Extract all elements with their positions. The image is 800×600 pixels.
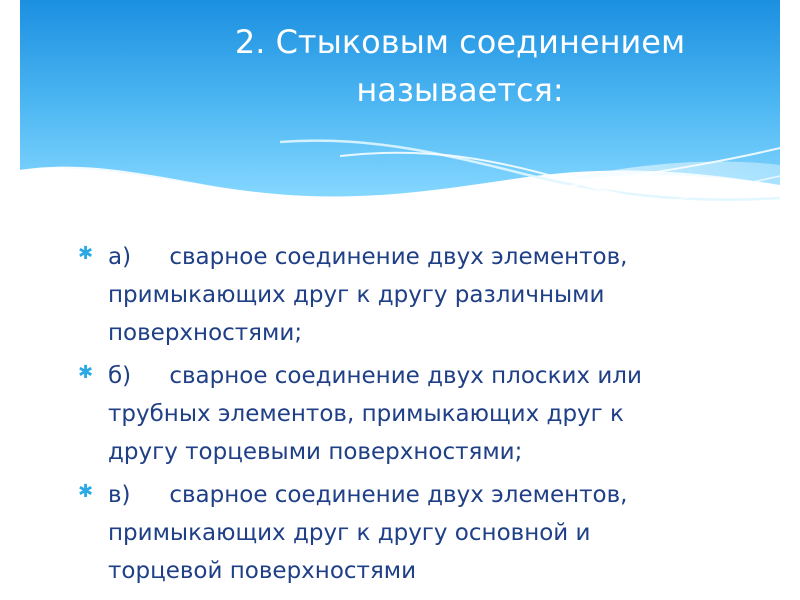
answer-option-a-text-2: примыкающих друг к другу различными — [108, 282, 605, 308]
answer-option-b-line-1 — [108, 363, 642, 389]
answer-option-c-text-1: сварное соединение двух элементов, — [169, 482, 628, 508]
slide-title-line-1: 2. Стыковым соединением — [234, 23, 686, 61]
asterisk-bullet-icon: ✱ — [78, 243, 94, 264]
answer-option-a-letter: а) — [108, 244, 132, 270]
header-wave-banner — [0, 0, 800, 230]
answer-option-b-text-2: трубных элементов, примыкающих друг к — [108, 401, 624, 427]
answer-option-c — [78, 476, 758, 590]
answer-options-list — [78, 238, 758, 595]
answer-option-a-line-1 — [108, 244, 627, 270]
answer-option-c-letter: в) — [108, 482, 131, 508]
asterisk-bullet-icon: ✱ — [78, 481, 94, 502]
answer-option-c-text-3: торцевой поверхностями — [108, 558, 417, 584]
slide-title — [180, 18, 740, 114]
answer-option-b-letter: б) — [108, 363, 132, 389]
answer-option-b-text-1: сварное соединение двух плоских или — [169, 363, 642, 389]
answer-option-c-text-2: примыкающих друг к другу основной и — [108, 520, 591, 546]
slide-title-line-2: называется: — [356, 71, 564, 109]
answer-option-a-text-1: сварное соединение двух элементов, — [169, 244, 628, 270]
answer-option-b — [78, 357, 758, 471]
answer-option-a-text-3: поверхностями; — [108, 320, 303, 346]
asterisk-bullet-icon: ✱ — [78, 362, 94, 383]
answer-option-c-line-1 — [108, 482, 627, 508]
answer-option-a — [78, 238, 758, 352]
answer-option-b-text-3: другу торцевыми поверхностями; — [108, 439, 523, 465]
